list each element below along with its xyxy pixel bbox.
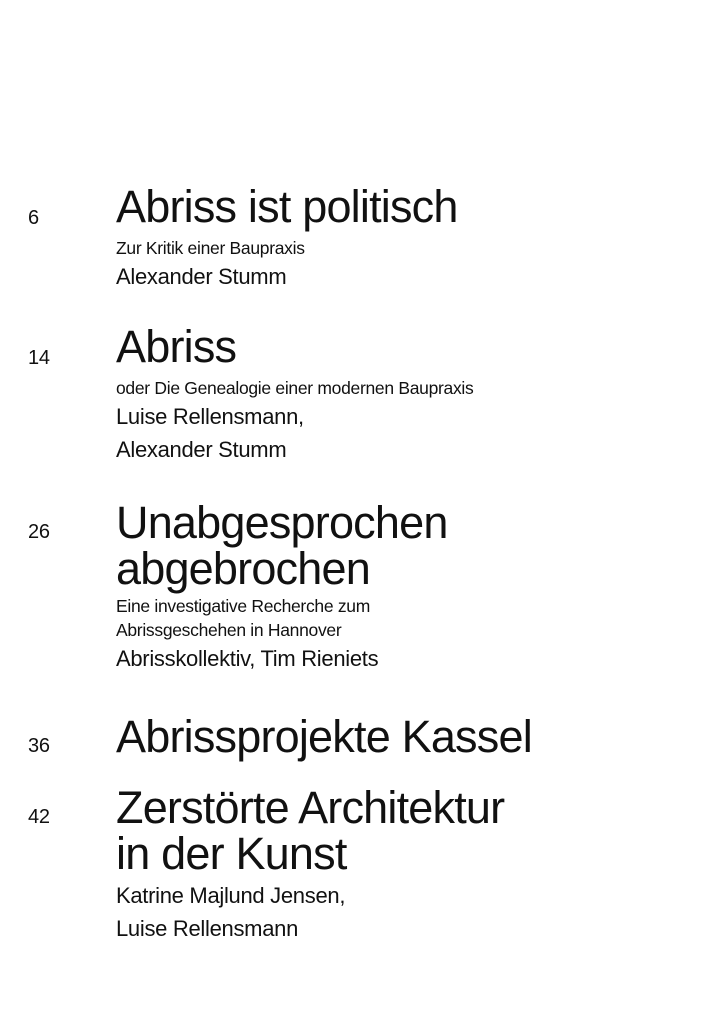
entry-subtitle: Eine investigative Recherche zum	[116, 596, 371, 616]
entry-title: abgebrochen	[116, 543, 370, 594]
entry-author: Abrisskollektiv, Tim Rieniets	[116, 646, 379, 671]
entry-title: Zerstörte Architektur	[116, 782, 505, 833]
entry-content	[116, 181, 690, 293]
entry-content	[116, 711, 690, 762]
entry-title: Abriss	[116, 321, 237, 372]
page-number: 42	[28, 806, 50, 828]
entry-title: Abriss ist politisch	[116, 181, 458, 232]
entry-content	[116, 497, 690, 675]
entry-subtitle: Zur Kritik einer Baupraxis	[116, 238, 305, 258]
entry-author: Katrine Majlund Jensen,	[116, 883, 346, 908]
entry-content	[116, 782, 690, 945]
page-number: 6	[28, 207, 39, 229]
entry-content	[116, 321, 690, 466]
entry-subtitle: Abrissgeschehen in Hannover	[116, 620, 342, 640]
entry-title: in der Kunst	[116, 828, 347, 879]
entry-author: Luise Rellensmann,	[116, 404, 304, 429]
entry-author: Alexander Stumm	[116, 437, 287, 462]
page-number: 14	[28, 347, 50, 369]
entry-subtitle: oder Die Genealogie einer modernen Baupraxis	[116, 378, 474, 398]
page-number: 36	[28, 735, 50, 757]
entry-author: Alexander Stumm	[116, 264, 287, 289]
entry-title: Abrissprojekte Kassel	[116, 711, 532, 762]
entry-title: Unabgesprochen	[116, 497, 448, 548]
page-number: 26	[28, 521, 50, 543]
entry-author: Luise Rellensmann	[116, 916, 299, 941]
